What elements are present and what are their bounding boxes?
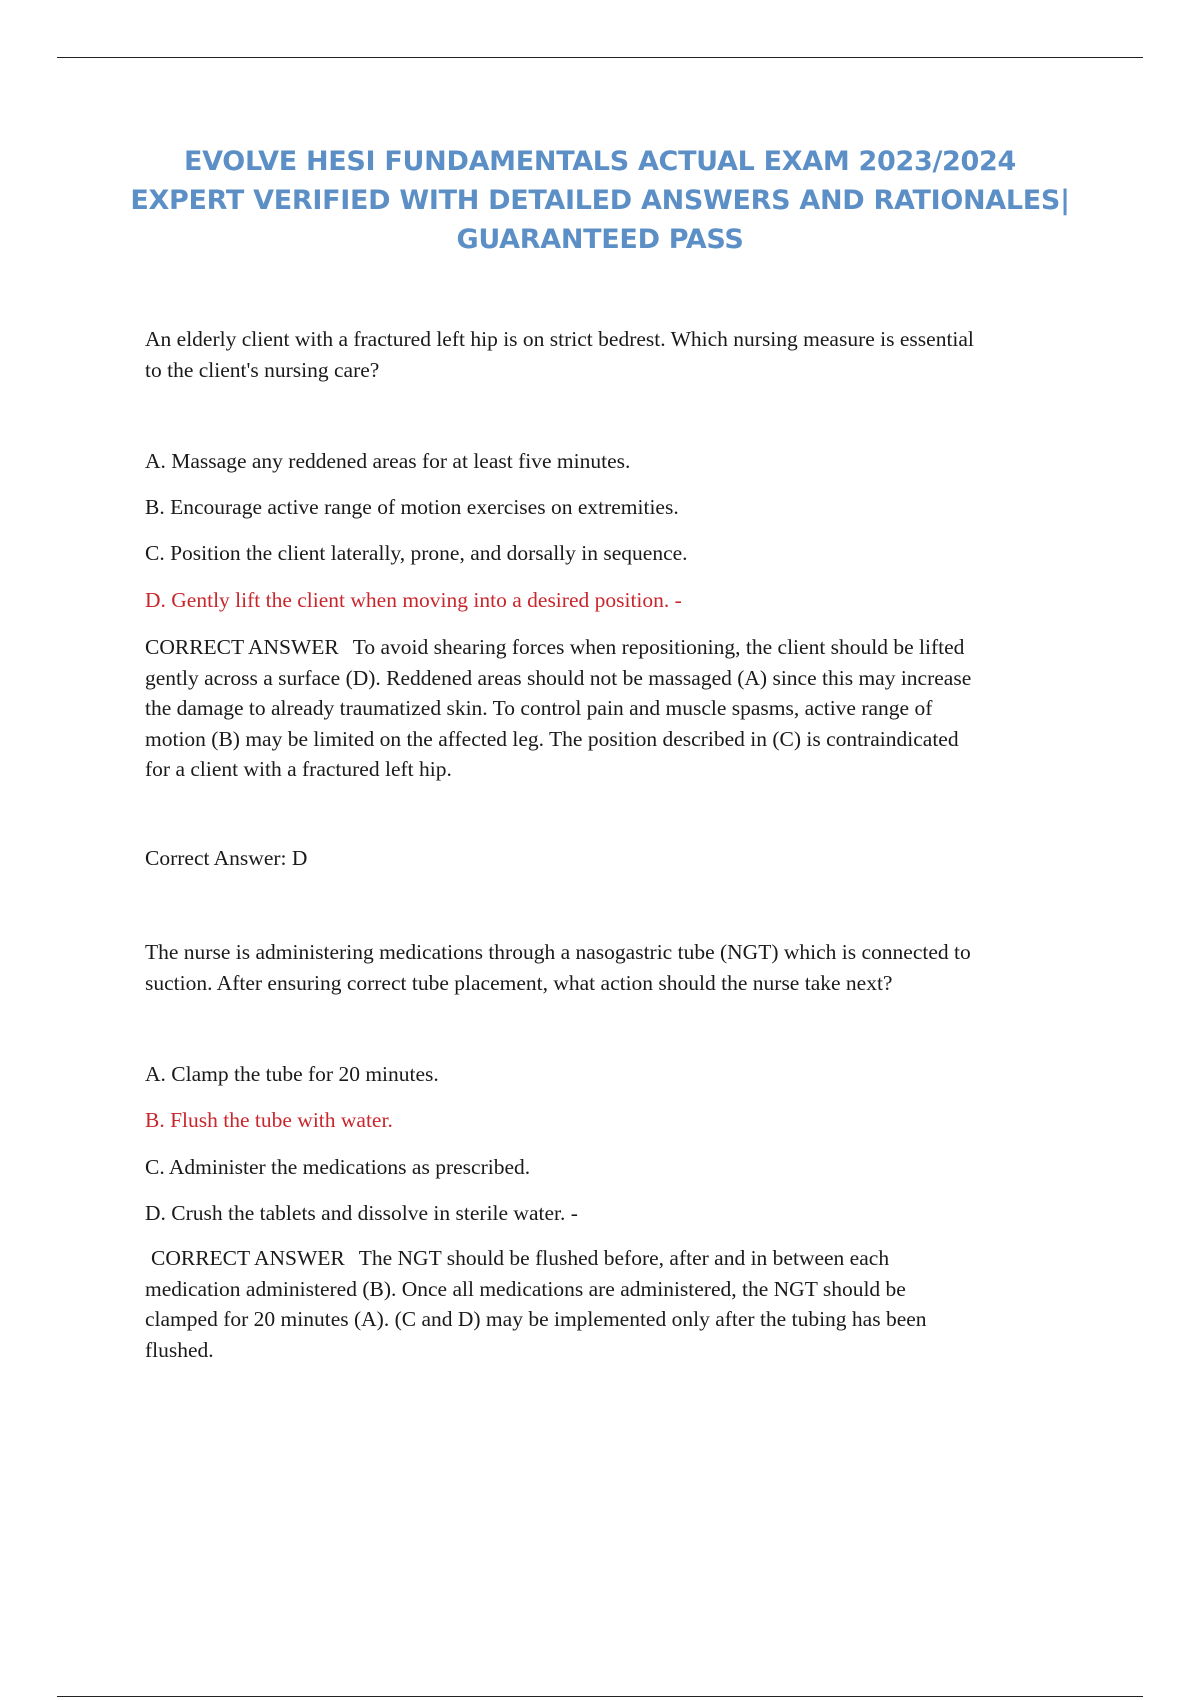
footer-rule [57,1696,1143,1697]
question-1-option-c: C. Position the client laterally, prone, and dorsally in sequence. [145,541,688,565]
question-2-stem-line-2: suction. After ensuring correct tube placement, what action should the nurse take next? [145,970,893,995]
question-2-option-c: C. Administer the medications as prescribed. [145,1155,531,1179]
question-2-option-b-correct: B. Flush the tube with water. [145,1108,393,1132]
question-1-answer: Correct Answer: D [145,846,308,870]
question-1-rationale-label: CORRECT ANSWER [145,635,339,659]
question-2-rationale-text-1: The NGT should be flushed before, after and in between each [358,1246,890,1270]
question-2-rationale-line-1 [145,1243,1085,1274]
question-1-rationale-line-3: the damage to already traumatized skin. To control pain and muscle spasms, active range of [145,696,933,720]
title-line-1: EVOLVE HESI FUNDAMENTALS ACTUAL EXAM 2023/2024 [184,146,1016,177]
question-1-stem [145,324,1085,385]
question-2-rationale [145,1243,1085,1365]
question-2-option-d: D. Crush the tablets and dissolve in sterile water. - [145,1201,578,1225]
question-1-option-a: A. Massage any reddened areas for at least five minutes. [145,449,631,473]
question-2-rationale-line-2: medication administered (B). Once all medications are administered, the NGT should be [145,1276,906,1301]
question-1-stem-line-1: An elderly client with a fractured left hip is on strict bedrest. Which nursing measure is essential [145,327,974,351]
document-title [100,142,1100,259]
question-2-rationale-line-4: flushed. [145,1337,214,1362]
question-2-rationale-label: CORRECT ANSWER [151,1246,345,1270]
question-1-rationale-line-5: for a client with a fractured left hip. [145,757,452,781]
question-1-rationale [145,632,1085,785]
question-2-option-a: A. Clamp the tube for 20 minutes. [145,1062,439,1086]
question-2-rationale-line-3: clamped for 20 minutes (A). (C and D) may be implemented only after the tubing has been [145,1307,927,1331]
question-1-rationale-text-1: To avoid shearing forces when repositioning, the client should be lifted [352,635,965,659]
question-2-stem-line-1: The nurse is administering medications through a nasogastric tube (NGT) which is connected to [145,940,971,964]
question-1-stem-line-2: to the client's nursing care? [145,357,380,382]
question-1-rationale-line-4: motion (B) may be limited on the affected leg. The position described in (C) is contraindicated [145,726,959,751]
question-1-rationale-line-2: gently across a surface (D). Reddened areas should not be massaged (A) since this may increase [145,665,972,690]
question-1-option-d-correct: D. Gently lift the client when moving into a desired position. - [145,588,682,612]
header-rule [57,57,1143,58]
title-line-3: GUARANTEED PASS [456,224,744,255]
title-line-2: EXPERT VERIFIED WITH DETAILED ANSWERS AND RATIONALES| [130,185,1070,216]
question-2-stem [145,937,1085,998]
question-1-option-b: B. Encourage active range of motion exercises on extremities. [145,495,679,519]
question-1-rationale-line-1 [145,632,1085,663]
